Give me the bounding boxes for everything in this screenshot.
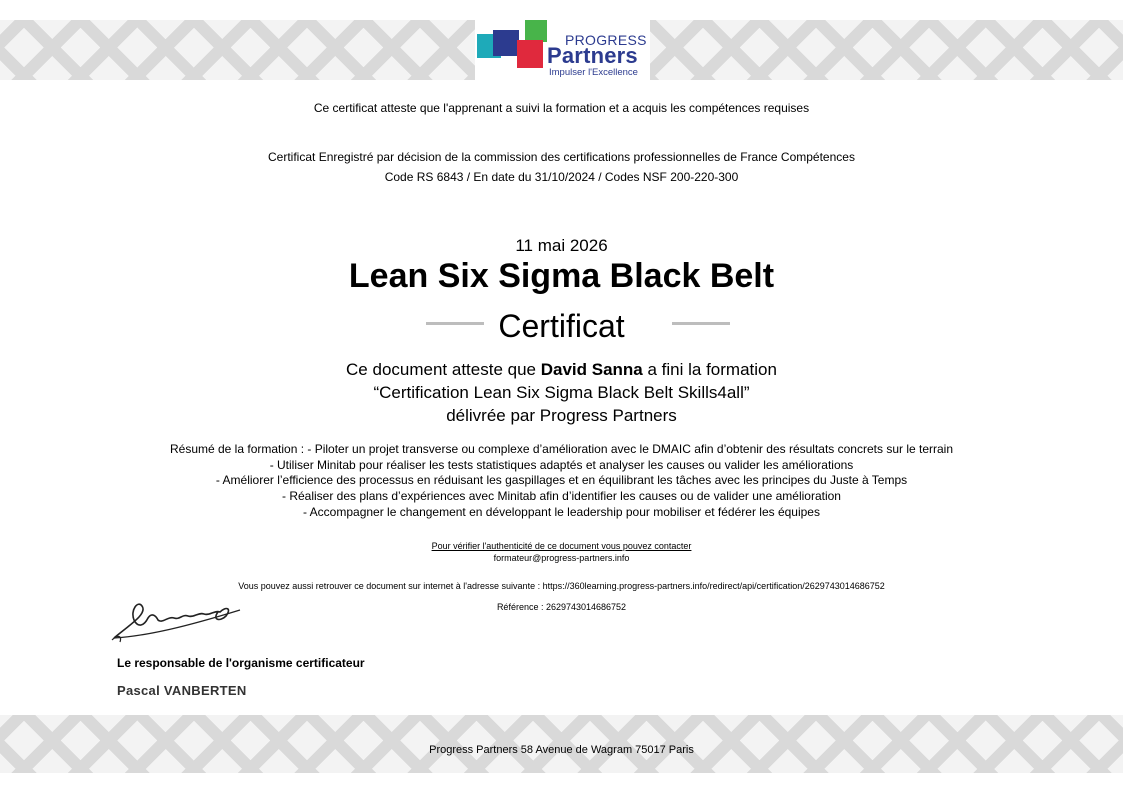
summary-line-1: Résumé de la formation : - Piloter un projet transverse ou complexe d’amélioration avec le DMAIC afin d’obtenir des résultats concrets sur le terrain — [169, 442, 954, 456]
logo-red-square — [517, 40, 543, 68]
verification-online-url[interactable]: Vous pouvez aussi retrouver ce document sur internet à l'adresse suivante : https://360learning.progress-partners.info/redirect/api/certification/2629743014686752 — [238, 581, 885, 591]
summary-line-4: - Réaliser des plans d’expériences avec Minitab afin d’identifier les causes ou de valider une amélioration — [282, 489, 841, 503]
registration-line-1: Certificat Enregistré par décision de la commission des certifications professionnelles de France Compétences — [268, 150, 855, 164]
verification-email[interactable]: formateur@progress-partners.info — [493, 553, 630, 563]
signatory-name: Pascal VANBERTEN — [117, 683, 247, 698]
logo-name: Partners — [547, 43, 638, 68]
learner-name: David Sanna — [540, 360, 643, 379]
formation-name: “Certification Lean Six Sigma Black Belt Skills4all” — [373, 383, 750, 402]
attestation-suffix: a fini la formation — [642, 360, 777, 379]
registration-line-2: Code RS 6843 / En date du 31/10/2024 / Codes NSF 200-220-300 — [384, 170, 739, 184]
course-title: Lean Six Sigma Black Belt — [348, 257, 775, 295]
logo-title: PROGRESS — [565, 32, 647, 48]
summary-line-2: - Utiliser Minitab pour réaliser les tests statistiques adaptés et analyser les causes ou valider les améliorations — [269, 458, 854, 472]
certificate-date: 11 mai 2026 — [515, 236, 608, 255]
logo-tagline: Impulser l'Excellence — [549, 67, 638, 78]
signatory-label: Le responsable de l'organisme certificateur — [117, 656, 365, 670]
summary-line-5: - Accompagner le changement en développant le leadership pour mobiliser et fédérer les équipes — [303, 505, 820, 519]
verification-text: Pour vérifier l'authenticité de ce document vous pouvez contacter — [431, 541, 692, 551]
reference-number: Référence : 2629743014686752 — [496, 602, 627, 612]
attestation-prefix: Ce document atteste que — [346, 360, 541, 379]
issuer-line: délivrée par Progress Partners — [446, 406, 677, 425]
certificate-heading: Certificat — [498, 308, 625, 344]
footer-address: Progress Partners 58 Avenue de Wagram 75017 Paris — [429, 744, 694, 756]
signature-image — [108, 596, 248, 646]
summary-line-3: - Améliorer l’efficience des processus en réduisant les gaspillages et en équilibrant les tâches avec les principes du Juste à Temps — [215, 473, 908, 487]
logo-blue-square — [493, 30, 519, 56]
logo-green-square — [525, 20, 547, 42]
progress-partners-logo — [475, 18, 650, 80]
attestation-line — [0, 360, 1123, 380]
intro-text: Ce certificat atteste que l'apprenant a suivi la formation et a acquis les compétences requises — [313, 101, 810, 115]
title-rule-right — [672, 322, 730, 325]
